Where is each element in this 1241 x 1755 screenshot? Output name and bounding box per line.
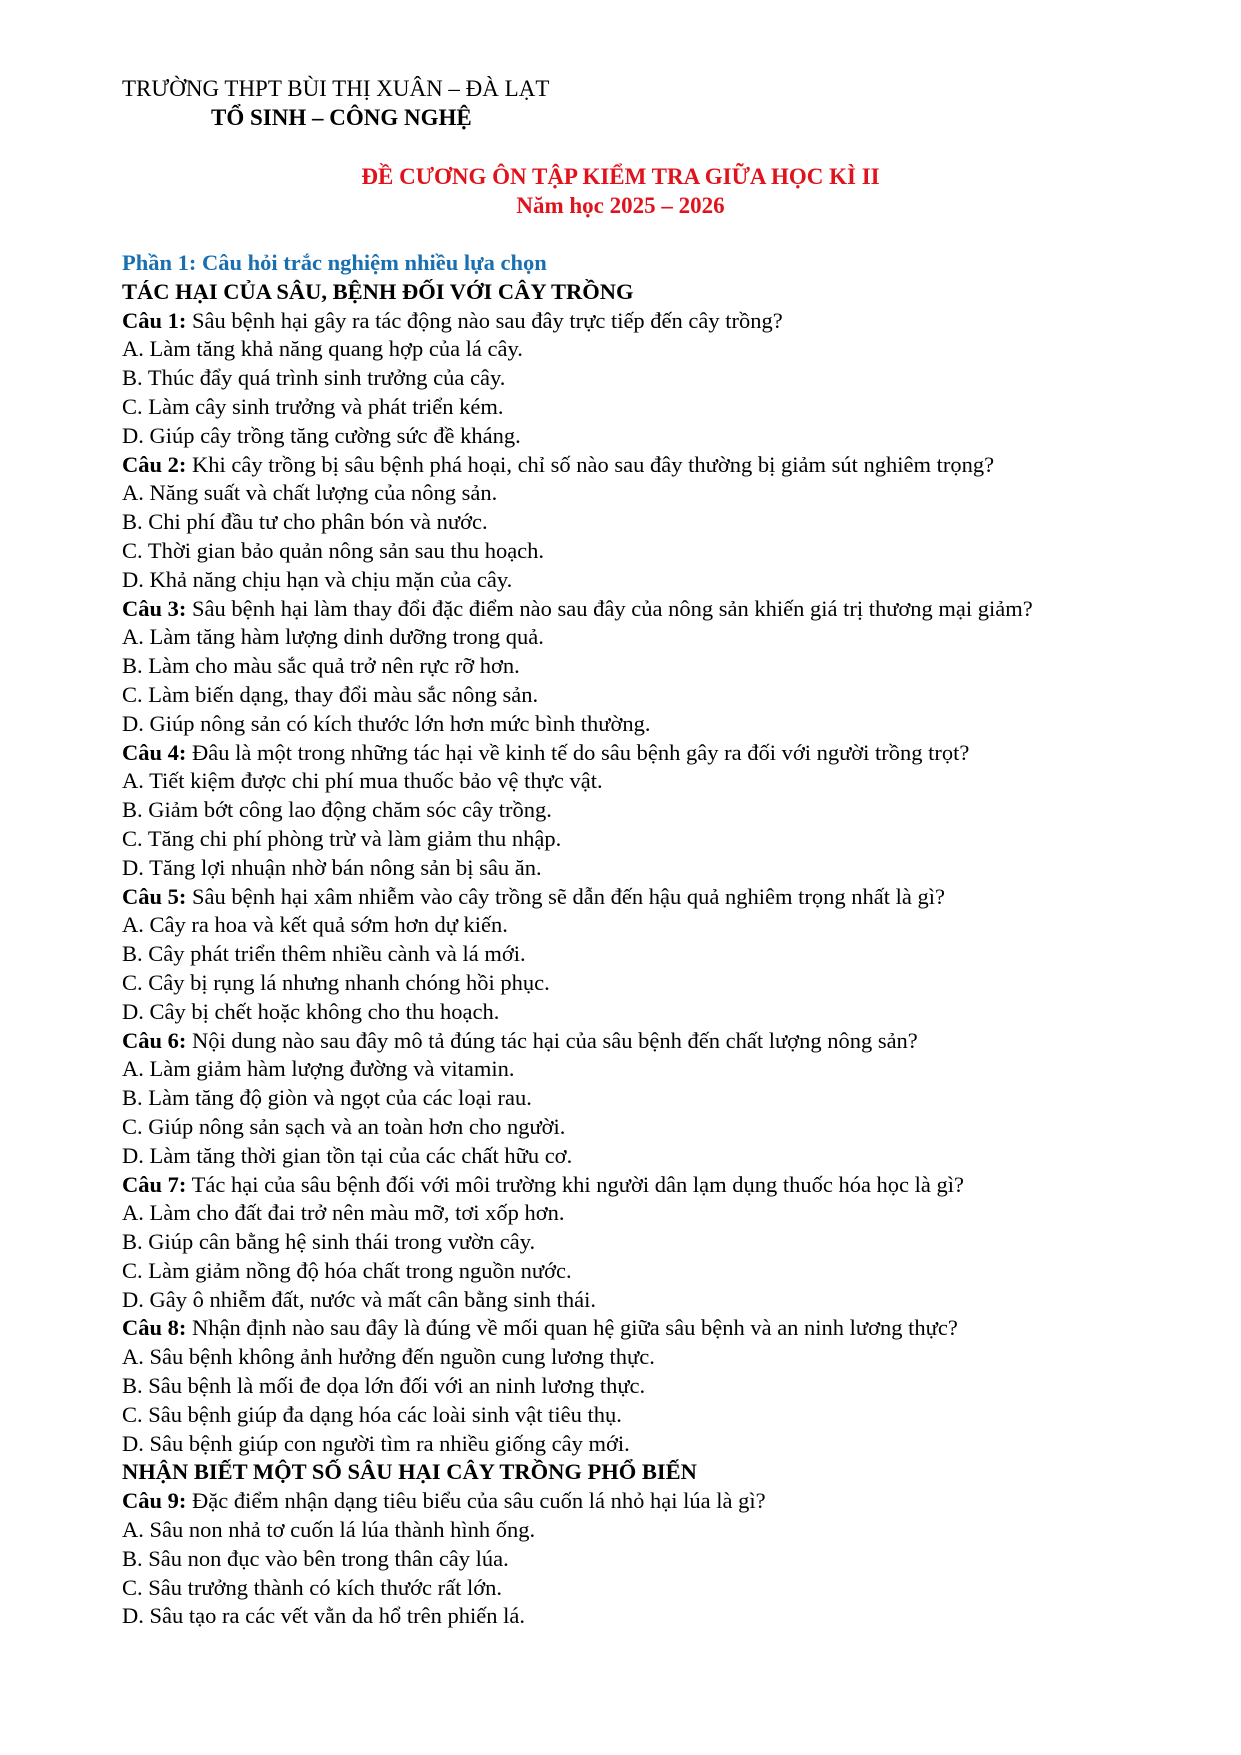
answer-option: A. Tiết kiệm được chi phí mua thuốc bảo vệ thực vật. bbox=[122, 768, 603, 794]
question-text: Đâu là một trong những tác hại về kinh tế do sâu bệnh gây ra đối với người trồng trọt? bbox=[186, 739, 970, 765]
answer-option: C. Tăng chi phí phòng trừ và làm giảm thu nhập. bbox=[122, 825, 562, 851]
answer-option: B. Giúp cân bằng hệ sinh thái trong vườn cây. bbox=[122, 1229, 536, 1255]
answer-option: B. Làm cho màu sắc quả trở nên rực rỡ hơn. bbox=[122, 653, 520, 679]
question-label: Câu 1: bbox=[122, 307, 187, 333]
answer-option: B. Thúc đẩy quá trình sinh trưởng của cây. bbox=[122, 365, 506, 391]
part-heading: Phần 1: Câu hỏi trắc nghiệm nhiều lựa chọn bbox=[122, 250, 547, 275]
question-label: Câu 7: bbox=[122, 1171, 187, 1197]
answer-option: D. Giúp nông sản có kích thước lớn hơn mức bình thường. bbox=[122, 710, 651, 736]
answer-option: D. Sâu bệnh giúp con người tìm ra nhiều giống cây mới. bbox=[122, 1430, 630, 1456]
answer-option: C. Sâu trưởng thành có kích thước rất lớn. bbox=[122, 1574, 503, 1600]
question-stem bbox=[122, 307, 1202, 336]
answer-option: B. Chi phí đầu tư cho phân bón và nước. bbox=[122, 509, 488, 535]
school-year: Năm học 2025 – 2026 bbox=[516, 193, 725, 218]
question-stem bbox=[122, 739, 1202, 768]
question-text: Sâu bệnh hại xâm nhiễm vào cây trồng sẽ dẫn đến hậu quả nghiêm trọng nhất là gì? bbox=[186, 883, 945, 909]
answer-option: A. Sâu bệnh không ảnh hưởng đến nguồn cung lương thực. bbox=[122, 1344, 655, 1370]
answer-option: C. Làm cây sinh trưởng và phát triển kém. bbox=[122, 393, 504, 419]
question-stem bbox=[122, 1171, 1202, 1200]
document-title: ĐỀ CƯƠNG ÔN TẬP KIỂM TRA GIỮA HỌC KÌ II bbox=[361, 164, 880, 189]
section-heading: TÁC HẠI CỦA SÂU, BỆNH ĐỐI VỚI CÂY TRỒNG bbox=[122, 278, 634, 304]
answer-option: B. Làm tăng độ giòn và ngọt của các loại rau. bbox=[122, 1085, 532, 1111]
question-label: Câu 3: bbox=[122, 595, 187, 621]
answer-option: B. Sâu non đục vào bên trong thân cây lúa. bbox=[122, 1545, 509, 1571]
question-stem bbox=[122, 595, 1202, 624]
answer-option: A. Làm cho đất đai trở nên màu mỡ, tơi xốp hơn. bbox=[122, 1200, 565, 1226]
section-heading: NHẬN BIẾT MỘT SỐ SÂU HẠI CÂY TRỒNG PHỔ BIẾN bbox=[122, 1459, 697, 1485]
answer-option: D. Gây ô nhiễm đất, nước và mất cân bằng sinh thái. bbox=[122, 1286, 596, 1312]
answer-option: D. Sâu tạo ra các vết vằn da hổ trên phiến lá. bbox=[122, 1603, 525, 1629]
answer-option: A. Cây ra hoa và kết quả sớm hơn dự kiến. bbox=[122, 912, 508, 938]
question-text: Sâu bệnh hại gây ra tác động nào sau đây trực tiếp đến cây trồng? bbox=[186, 307, 783, 333]
answer-option: C. Thời gian bảo quản nông sản sau thu hoạch. bbox=[122, 537, 545, 563]
question-text: Sâu bệnh hại làm thay đổi đặc điểm nào sau đây của nông sản khiến giá trị thương mại giảm? bbox=[186, 595, 1033, 621]
answer-option: C. Sâu bệnh giúp đa dạng hóa các loài sinh vật tiêu thụ. bbox=[122, 1401, 622, 1427]
question-stem bbox=[122, 1027, 1202, 1056]
question-text: Nhận định nào sau đây là đúng về mối quan hệ giữa sâu bệnh và an ninh lương thực? bbox=[186, 1315, 958, 1341]
answer-option: A. Làm tăng khả năng quang hợp của lá cây. bbox=[122, 336, 523, 362]
question-text: Khi cây trồng bị sâu bệnh phá hoại, chỉ số nào sau đây thường bị giảm sút nghiêm trọng? bbox=[186, 451, 995, 477]
answer-option: D. Tăng lợi nhuận nhờ bán nông sản bị sâu ăn. bbox=[122, 854, 542, 880]
answer-option: A. Năng suất và chất lượng của nông sản. bbox=[122, 480, 498, 506]
answer-option: C. Giúp nông sản sạch và an toàn hơn cho người. bbox=[122, 1113, 566, 1139]
question-label: Câu 6: bbox=[122, 1027, 187, 1053]
answer-option: D. Giúp cây trồng tăng cường sức đề kháng. bbox=[122, 422, 521, 448]
department-name: TỔ SINH – CÔNG NGHỆ bbox=[211, 105, 472, 130]
answer-option: D. Cây bị chết hoặc không cho thu hoạch. bbox=[122, 998, 500, 1024]
question-label: Câu 4: bbox=[122, 739, 187, 765]
answer-option: A. Sâu non nhả tơ cuốn lá lúa thành hình ống. bbox=[122, 1517, 536, 1543]
question-label: Câu 9: bbox=[122, 1488, 187, 1514]
question-text: Nội dung nào sau đây mô tả đúng tác hại của sâu bệnh đến chất lượng nông sản? bbox=[186, 1027, 918, 1053]
answer-option: C. Làm giảm nồng độ hóa chất trong nguồn nước. bbox=[122, 1257, 572, 1283]
document-body bbox=[122, 249, 1202, 1631]
answer-option: C. Làm biến dạng, thay đổi màu sắc nông sản. bbox=[122, 681, 539, 707]
question-label: Câu 8: bbox=[122, 1315, 187, 1341]
school-name: TRƯỜNG THPT BÙI THỊ XUÂN – ĐÀ LẠT bbox=[122, 76, 550, 101]
answer-option: D. Khả năng chịu hạn và chịu mặn của cây. bbox=[122, 566, 513, 592]
question-text: Tác hại của sâu bệnh đối với môi trường khi người dân lạm dụng thuốc hóa học là gì? bbox=[186, 1171, 965, 1197]
answer-option: D. Làm tăng thời gian tồn tại của các chất hữu cơ. bbox=[122, 1142, 573, 1168]
answer-option: B. Sâu bệnh là mối đe dọa lớn đối với an ninh lương thực. bbox=[122, 1373, 646, 1399]
answer-option: A. Làm giảm hàm lượng đường và vitamin. bbox=[122, 1056, 515, 1082]
answer-option: C. Cây bị rụng lá nhưng nhanh chóng hồi phục. bbox=[122, 969, 550, 995]
question-label: Câu 5: bbox=[122, 883, 187, 909]
question-label: Câu 2: bbox=[122, 451, 187, 477]
answer-option: B. Giảm bớt công lao động chăm sóc cây trồng. bbox=[122, 797, 552, 823]
question-stem bbox=[122, 1487, 1202, 1516]
question-stem bbox=[122, 883, 1202, 912]
question-stem bbox=[122, 451, 1202, 480]
answer-option: B. Cây phát triển thêm nhiều cành và lá mới. bbox=[122, 941, 526, 967]
question-text: Đặc điểm nhận dạng tiêu biểu của sâu cuốn lá nhỏ hại lúa là gì? bbox=[186, 1488, 766, 1514]
question-stem bbox=[122, 1314, 1202, 1343]
answer-option: A. Làm tăng hàm lượng dinh dưỡng trong quả. bbox=[122, 624, 544, 650]
